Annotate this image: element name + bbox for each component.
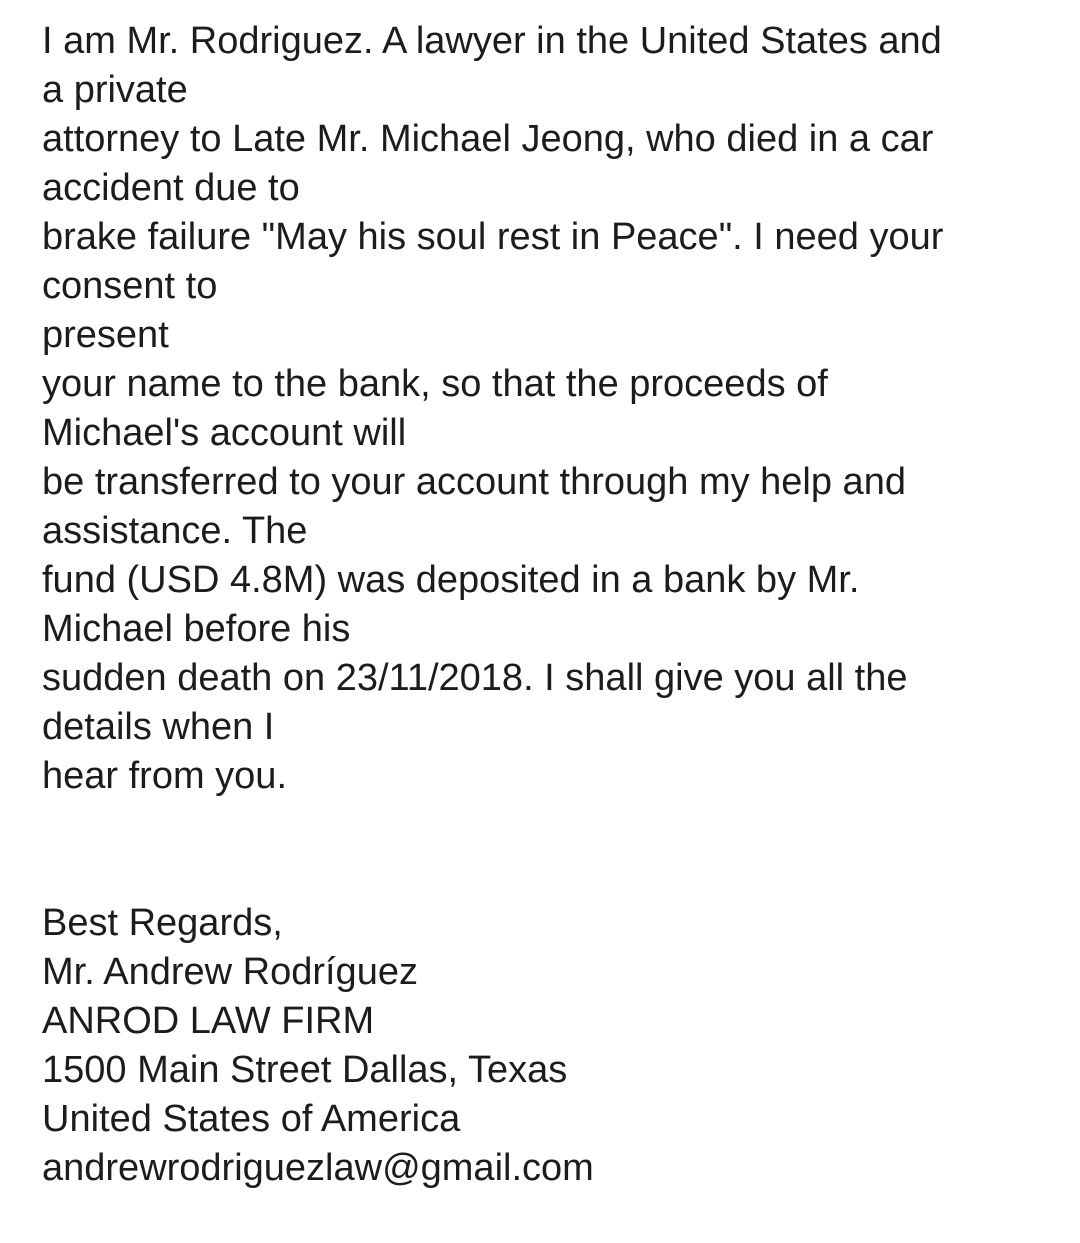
signature-country: United States of America bbox=[42, 1098, 461, 1140]
signature-address: 1500 Main Street Dallas, Texas bbox=[42, 1049, 568, 1091]
signature-firm: ANROD LAW FIRM bbox=[42, 1000, 375, 1042]
signature-closing: Best Regards, bbox=[42, 902, 283, 944]
body-line: brake failure "May his soul rest in Peace". I need your bbox=[42, 216, 944, 258]
body-line: hear from you. bbox=[42, 755, 287, 797]
body-line: sudden death on 23/11/2018. I shall give you all the bbox=[42, 657, 908, 699]
body-line: your name to the bank, so that the proceeds of bbox=[42, 363, 828, 405]
body-line: present bbox=[42, 314, 169, 356]
body-line: fund (USD 4.8M) was deposited in a bank by Mr. bbox=[42, 559, 860, 601]
signature-block bbox=[42, 899, 1052, 1193]
body-line: consent to bbox=[42, 265, 218, 307]
message-body bbox=[42, 17, 1052, 801]
paragraph-spacer bbox=[42, 801, 1052, 899]
signature-email[interactable]: andrewrodriguezlaw@gmail.com bbox=[42, 1147, 594, 1189]
body-line: Michael's account will bbox=[42, 412, 407, 454]
body-line: Michael before his bbox=[42, 608, 351, 650]
body-line: attorney to Late Mr. Michael Jeong, who died in a car bbox=[42, 118, 934, 160]
signature-name: Mr. Andrew Rodríguez bbox=[42, 951, 418, 993]
body-line: I am Mr. Rodriguez. A lawyer in the United States and bbox=[42, 20, 942, 62]
message-text bbox=[42, 17, 1052, 1193]
body-line: accident due to bbox=[42, 167, 300, 209]
body-line: assistance. The bbox=[42, 510, 308, 552]
body-line: a private bbox=[42, 69, 188, 111]
body-line: details when I bbox=[42, 706, 275, 748]
body-line: be transferred to your account through my help and bbox=[42, 461, 906, 503]
